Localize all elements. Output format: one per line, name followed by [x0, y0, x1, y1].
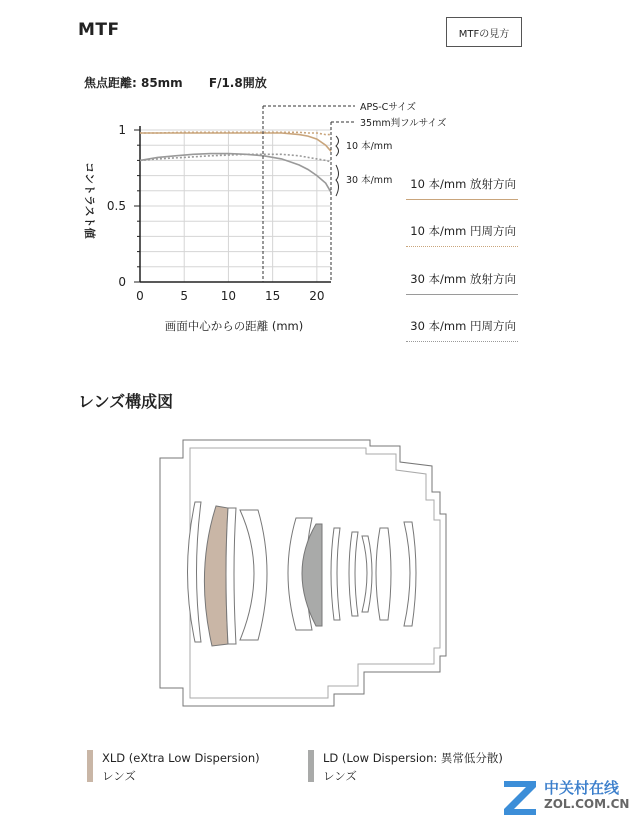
- focal-length-text: 焦点距離: 85mm: [84, 76, 183, 90]
- lens-element-7: [331, 528, 340, 620]
- xld-sub-label: レンズ: [102, 769, 136, 783]
- group-10-label: 10 本/mm: [346, 141, 393, 152]
- y-axis-label: コントラスト値: [83, 162, 96, 239]
- zol-watermark: [500, 775, 634, 817]
- x-axis-label: 画面中心からの距離 (mm): [164, 319, 304, 333]
- lens-construction-diagram: [0, 420, 640, 720]
- y-tick-label: 1: [118, 123, 126, 137]
- xld-label: XLD (eXtra Low Dispersion): [102, 751, 260, 765]
- x-tick-label: 15: [264, 289, 281, 303]
- group-10-brace: [336, 136, 339, 156]
- aperture-text: F/1.8開放: [208, 76, 267, 90]
- full-frame-label: 35mm判フルサイズ: [360, 118, 447, 129]
- lens-element-11: [404, 522, 416, 626]
- x-tick-label: 10: [220, 289, 237, 303]
- ld-legend-text: [323, 749, 503, 785]
- xld-swatch: [87, 750, 93, 782]
- mtf-chart: [0, 0, 640, 360]
- legend-item-3: 30 本/mm 放射方向: [406, 271, 518, 295]
- ld-label: LD (Low Dispersion: 異常低分散): [323, 751, 503, 765]
- series-line-3: [140, 154, 331, 193]
- y-tick-label: 0.5: [106, 199, 126, 213]
- legend-item-4: 30 本/mm 円周方向: [406, 318, 518, 342]
- aps-c-label: APS-Cサイズ: [360, 102, 417, 113]
- ld-sub-label: レンズ: [323, 769, 357, 783]
- mtf-help-button[interactable]: MTFの見方: [446, 17, 522, 47]
- lens-element-10: [376, 528, 391, 620]
- mtf-section-title: MTF: [78, 20, 120, 40]
- lens-element-2-xld: [204, 506, 228, 646]
- zol-logo-icon: [500, 777, 540, 817]
- x-tick-label: 0: [136, 289, 144, 303]
- lens-element-3: [226, 508, 236, 644]
- legend-item-2: 10 本/mm 円周方向: [406, 223, 518, 247]
- lens-element-9: [362, 536, 372, 612]
- y-tick-label: 0: [118, 275, 126, 289]
- group-30-brace: [336, 165, 339, 196]
- series-line-1: [140, 133, 331, 151]
- xld-legend-text: [102, 749, 260, 785]
- watermark-brand: 中关村在线: [544, 779, 620, 797]
- x-tick-label: 5: [180, 289, 189, 303]
- lens-diagram-title: レンズ構成図: [78, 392, 174, 411]
- lens-element-8: [349, 532, 358, 616]
- legend-item-1: 10 本/mm 放射方向: [406, 176, 518, 200]
- watermark-site: ZOL.COM.CN: [544, 797, 630, 811]
- lens-element-4: [240, 510, 267, 640]
- ld-swatch: [308, 750, 314, 782]
- group-30-label: 30 本/mm: [346, 175, 393, 186]
- x-tick-label: 20: [309, 289, 325, 303]
